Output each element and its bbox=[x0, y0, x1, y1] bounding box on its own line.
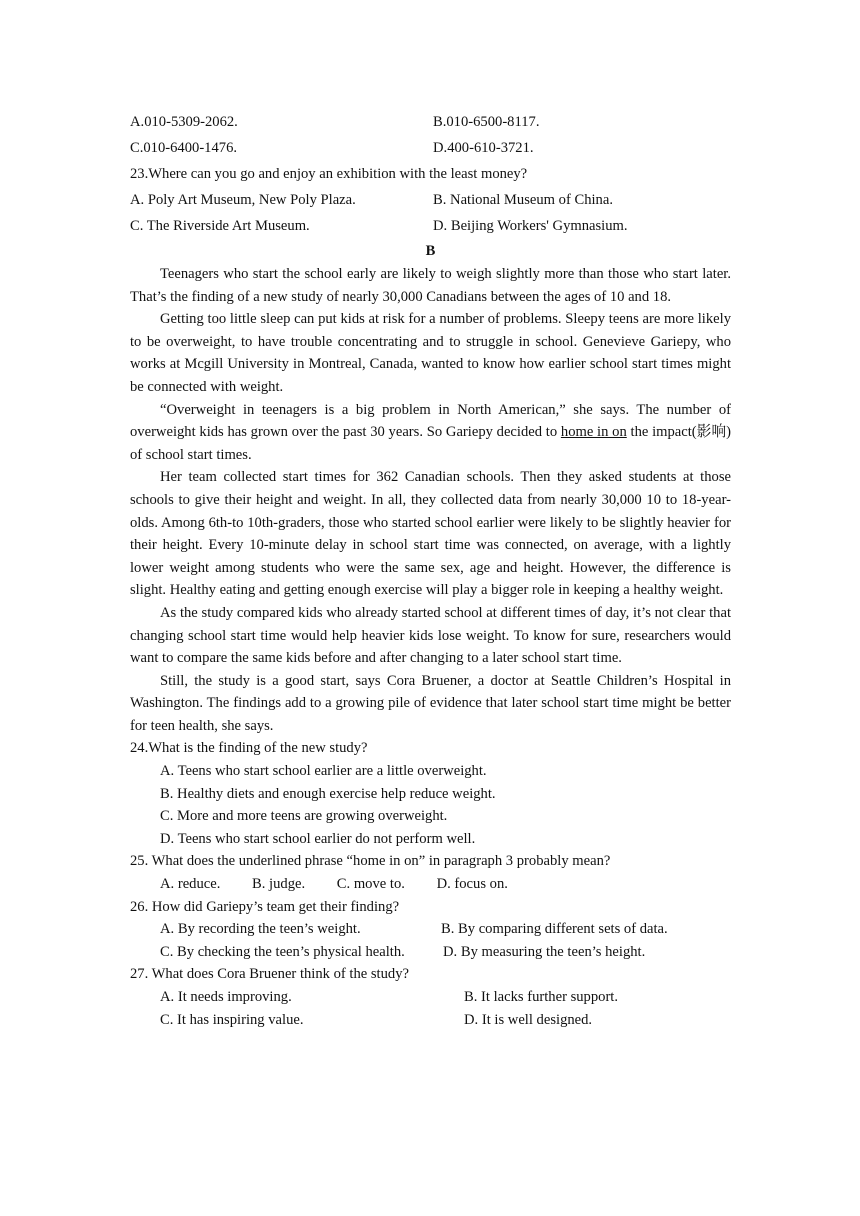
q22-options-row-2 bbox=[130, 135, 731, 161]
q27-option-c: C. It has inspiring value. bbox=[160, 1011, 304, 1028]
q25-option-c: C. move to. bbox=[336, 876, 405, 893]
q24-question: 24.What is the finding of the new study? bbox=[130, 740, 368, 757]
paragraph-6: Still, the study is a good start, says Cora Bruener, a doctor at Seattle Children’s Hospital in Washington. The findings add to a growing pile of evidence that later school start time might be better for teen health, she says. bbox=[130, 672, 731, 734]
q26-options-row-1 bbox=[130, 918, 731, 941]
q27-options-row-2 bbox=[130, 1009, 731, 1032]
q27-options-row-1 bbox=[130, 986, 731, 1009]
q22-option-d: D.400-610-3721. bbox=[433, 140, 534, 156]
q22-options-row-1 bbox=[130, 109, 731, 135]
q22-option-a: A.010-5309-2062. bbox=[130, 114, 238, 130]
q26-question: 26. How did Gariepy’s team get their finding? bbox=[130, 898, 400, 915]
q24-option-a: A. Teens who start school earlier are a little overweight. bbox=[160, 763, 487, 780]
q25-option-a: A. reduce. bbox=[160, 876, 221, 893]
paragraph-2: Getting too little sleep can put kids at risk for a number of problems. Sleepy teens are more likely to be overweight, to have trouble concentrating and to struggle in school. Genevieve Gariepy, who works at Mcgill University in Montreal, Canada, wanted to know how earlier school start times might be connected with weight. bbox=[130, 311, 731, 395]
q23-question-text: 23.Where can you go and enjoy an exhibition with the least money? bbox=[130, 166, 528, 182]
q23-options-row-1 bbox=[130, 187, 731, 213]
paragraph-5: As the study compared kids who already started school at different times of day, it’s not clear that changing school start time would help heavier kids lose weight. To know for sure, researchers would want to compare the same kids before and after changing to a later school start time. bbox=[130, 604, 731, 667]
q26-option-b: B. By comparing different sets of data. bbox=[441, 921, 668, 938]
q24-option-b: B. Healthy diets and enough exercise help reduce weight. bbox=[160, 785, 496, 802]
q26-options-row-2 bbox=[130, 941, 731, 964]
q24-option-d: D. Teens who start school earlier do not perform well. bbox=[160, 830, 476, 847]
q27-option-a: A. It needs improving. bbox=[160, 989, 292, 1005]
q25-option-b: B. judge. bbox=[252, 876, 306, 893]
q23-option-d: D. Beijing Workers' Gymnasium. bbox=[433, 218, 628, 234]
paragraph-4: Her team collected start times for 362 Canadian schools. Then they asked students at those schools to give their height and weight. In all, they collected data from nearly 30,000 10 to 18-year-olds. Among 6th-to 10th-graders, those who started school earlier were likely to be slightly heavier for their height. Every 10-minute delay in school start time was connected, on average, with a lightly lower weight among students who were the same sex, age and height. However, the difference is slight. Healthy eating and getting enough exercise will play a bigger role in keeping a healthy weight. bbox=[130, 469, 731, 599]
section-heading: B bbox=[425, 243, 436, 259]
q23-question bbox=[130, 161, 731, 187]
q23-options-row-2 bbox=[130, 213, 731, 239]
q23-option-a: A. Poly Art Museum, New Poly Plaza. bbox=[130, 192, 356, 208]
paragraph-3 bbox=[130, 399, 731, 467]
q22-option-c: C.010-6400-1476. bbox=[130, 140, 238, 156]
paragraph-3-end: the impact(影响) of school start times. bbox=[130, 424, 732, 463]
q27-question: 27. What does Cora Bruener think of the study? bbox=[130, 966, 409, 983]
q27-option-b: B. It lacks further support. bbox=[464, 989, 619, 1005]
q22-option-b: B.010-6500-8117. bbox=[433, 114, 540, 130]
paragraph-3-start: “Overweight in teenagers is a big problem in North American,” she says. The number of overweight kids has grown over the past 30 years. So Gariepy decided to bbox=[130, 401, 731, 441]
q25-question: 25. What does the underlined phrase “home in on” in paragraph 3 probably mean? bbox=[130, 853, 611, 870]
q23-option-c: C. The Riverside Art Museum. bbox=[130, 218, 310, 234]
q25-options bbox=[130, 873, 731, 896]
exam-page bbox=[130, 109, 731, 1031]
q24-option-c: C. More and more teens are growing overweight. bbox=[160, 808, 448, 825]
q26-option-a: A. By recording the teen’s weight. bbox=[160, 921, 361, 938]
q26-option-c: C. By checking the teen’s physical health. bbox=[160, 943, 405, 960]
paragraph-1: Teenagers who start the school early are likely to weigh slightly more than those who start later. That’s the finding of a new study of nearly 30,000 Canadians between the ages of 10 and 18. bbox=[130, 266, 731, 305]
q23-option-b: B. National Museum of China. bbox=[433, 192, 613, 208]
q25-option-d: D. focus on. bbox=[436, 876, 508, 893]
q27-option-d: D. It is well designed. bbox=[464, 1011, 593, 1028]
q26-option-d: D. By measuring the teen’s height. bbox=[443, 943, 646, 960]
underlined-phrase: home in on bbox=[560, 424, 627, 441]
